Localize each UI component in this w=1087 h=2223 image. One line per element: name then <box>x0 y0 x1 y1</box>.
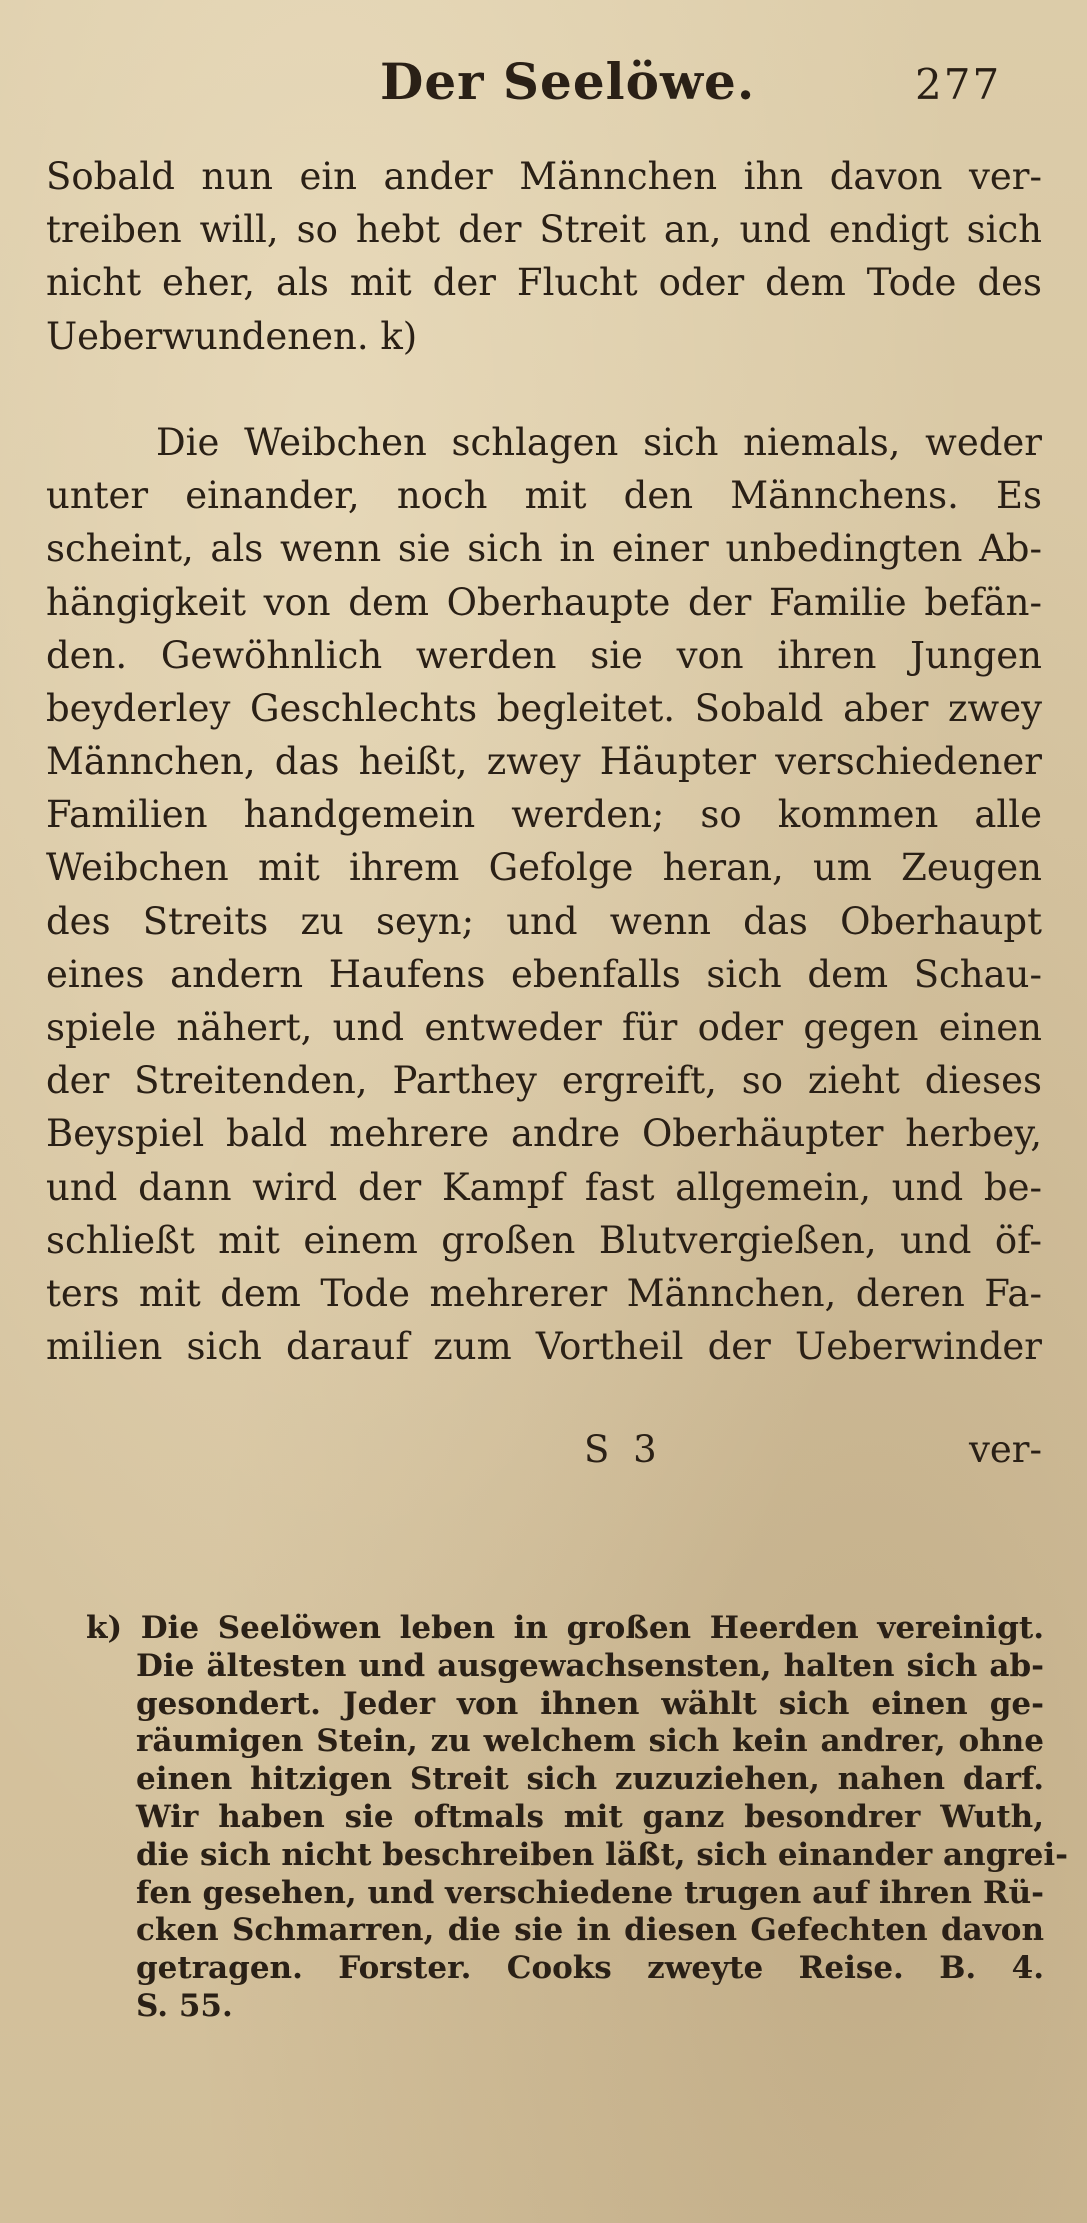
catchword: ver- <box>969 1428 1042 1471</box>
text-line: scheint, als wenn sie sich in einer unbedingten Ab- <box>46 527 1042 571</box>
page-header <box>0 52 1087 122</box>
footnote-line: S. 55. <box>136 1987 233 2024</box>
footnote-line: gesondert. Jeder von ihnen wählt sich einen ge- <box>136 1685 1044 1722</box>
text-line: beyderley Geschlechts begleitet. Sobald aber zwey <box>46 686 1042 730</box>
catchline <box>46 1428 1042 1481</box>
text-line: Sobald nun ein ander Männchen ihn davon ver- <box>46 155 1042 198</box>
text-line: eines andern Haufens ebenfalls sich dem Schau- <box>46 952 1042 996</box>
text-line: schließt mit einem großen Blutvergießen, und öf- <box>46 1218 1042 1262</box>
text-line: Männchen, das heißt, zwey Häupter verschiedener <box>46 740 1042 784</box>
footnote-line: cken Schmarren, die sie in diesen Gefechten davon <box>136 1912 1044 1949</box>
text-line: unter einander, noch mit den Männchens. Es <box>46 474 1042 518</box>
footnote-line: getragen. Forster. Cooks zweyte Reise. B. 4. <box>136 1950 1044 1987</box>
text-line: Familien handgemein werden; so kommen alle <box>46 793 1042 837</box>
signature-mark: S 3 <box>584 1428 663 1471</box>
text-line: spiele nähert, und entweder für oder gegen einen <box>46 1006 1042 1049</box>
footnote-line: die sich nicht beschreiben läßt, sich einander angrei- <box>136 1836 1069 1873</box>
footnote-line: Wir haben sie oftmals mit ganz besondrer Wuth, <box>136 1798 1044 1835</box>
text-line: milien sich darauf zum Vortheil der Ueberwinder <box>46 1325 1042 1369</box>
footnote <box>86 1610 1069 2026</box>
text-line: den. Gewöhnlich werden sie von ihren Jungen <box>46 633 1042 677</box>
text-line: nicht eher, als mit der Flucht oder dem Tode des <box>46 261 1042 305</box>
text-line: Ueberwundenen. k) <box>46 314 418 358</box>
text-line: ters mit dem Tode mehrerer Männchen, deren Fa- <box>46 1271 1042 1315</box>
footnote-line: räumigen Stein, zu welchem sich kein andrer, ohne <box>136 1723 1044 1760</box>
text-line: treiben will, so hebt der Streit an, und endigt sich <box>46 208 1042 252</box>
footnote-line: einen hitzigen Streit sich zuzuziehen, nahen darf. <box>136 1761 1044 1798</box>
running-title: Der Seelöwe. <box>380 52 756 111</box>
footnote-line: fen gesehen, und verschiedene trugen auf ihren Rü- <box>136 1874 1044 1911</box>
text-line: des Streits zu seyn; und wenn das Oberhaupt <box>46 899 1042 943</box>
page-number: 277 <box>915 60 1002 109</box>
text-line-paragraph-start: Die Weibchen schlagen sich niemals, weder <box>156 420 1042 464</box>
paragraph-gap <box>46 363 1042 416</box>
text-line: Beyspiel bald mehrere andre Oberhäupter herbey, <box>46 1112 1042 1156</box>
text-line: der Streitenden, Parthey ergreift, so zieht dieses <box>46 1059 1042 1103</box>
text-line: hängigkeit von dem Oberhaupte der Familie befän- <box>46 580 1042 624</box>
text-line: und dann wird der Kampf fast allgemein, und be- <box>46 1165 1042 1209</box>
footnote-line: k) Die Seelöwen leben in großen Heerden vereinigt. <box>86 1610 1044 1646</box>
footnote-line: Die ältesten und ausgewachsensten, halten sich ab- <box>136 1647 1044 1684</box>
main-text <box>46 150 1042 1373</box>
text-line: Weibchen mit ihrem Gefolge heran, um Zeugen <box>46 846 1042 890</box>
